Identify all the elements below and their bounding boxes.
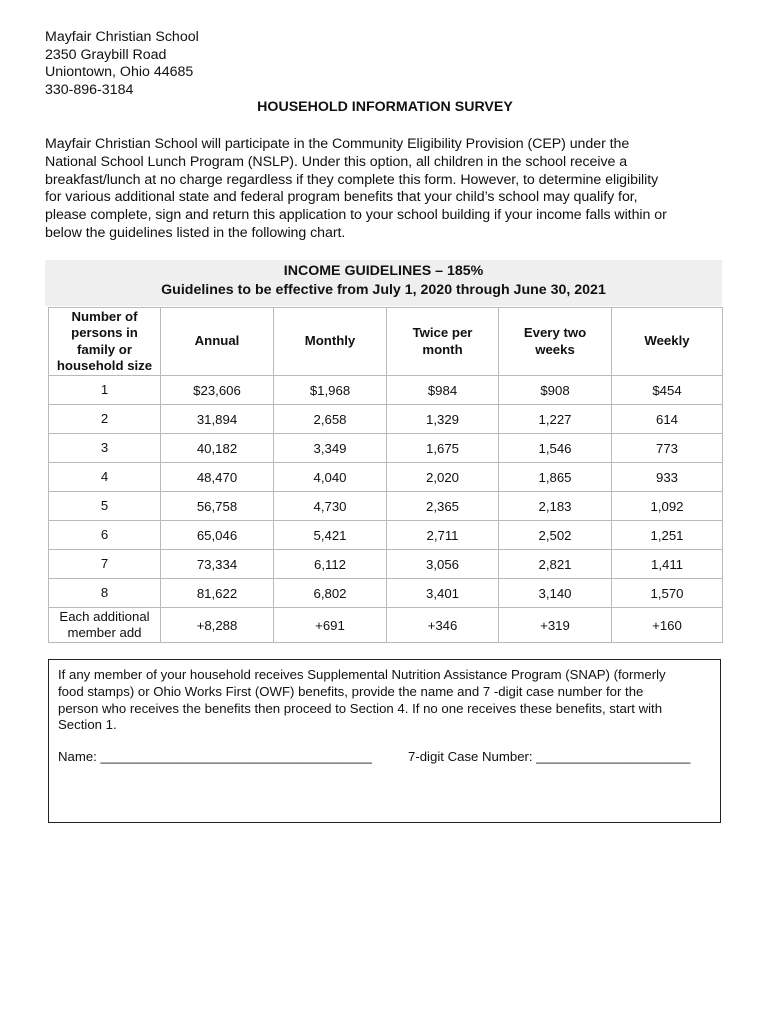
table-cell-household-size (49, 376, 161, 405)
column-header-text: Number of (71, 308, 138, 324)
table-cell-monthly (274, 376, 387, 405)
cell-text: 81,622 (196, 585, 238, 601)
cell-text: 4,730 (313, 498, 347, 514)
column-header-text: Annual (194, 333, 240, 349)
cell-text: $454 (652, 382, 682, 398)
table-row (49, 579, 723, 608)
table-row (49, 434, 723, 463)
table-cell-monthly (274, 463, 387, 492)
table-cell-monthly (274, 550, 387, 579)
table-header-row (49, 308, 723, 376)
column-header-text: Weekly (644, 333, 690, 349)
column-header-twice-per-month (387, 308, 499, 376)
table-row (49, 521, 723, 550)
cell-text: 1,570 (650, 585, 684, 601)
column-header-text: family or (77, 341, 132, 357)
cell-text: Each additional (59, 609, 150, 624)
name-field[interactable]: Name: _____________________________________ (58, 749, 372, 764)
intro-line: Mayfair Christian School will participate in the Community Eligibility Provision (CEP) under the (45, 136, 630, 152)
table-cell-annual (161, 521, 274, 550)
cell-text: 48,470 (196, 469, 238, 485)
cell-text: member add (67, 625, 142, 640)
intro-line: National School Lunch Program (NSLP). Under this option, all children in the school receive a (45, 153, 628, 170)
cell-text: 65,046 (196, 527, 238, 543)
cell-text: +8,288 (196, 617, 238, 633)
cell-text: 31,894 (196, 411, 238, 427)
cell-text: 73,334 (196, 556, 238, 572)
cell-text: 7 (100, 556, 109, 571)
table-row (49, 376, 723, 405)
cell-text: 5,421 (313, 527, 347, 543)
intro-line: for various additional state and federal program benefits that your child’s school may qualify for, (45, 189, 638, 206)
guidelines-header (45, 260, 722, 306)
table-cell-twice-per-month (387, 579, 499, 608)
table-cell-household-size (49, 608, 161, 643)
cell-text: 40,182 (196, 440, 238, 456)
table-cell-weekly (612, 463, 723, 492)
table-cell-monthly (274, 492, 387, 521)
table-cell-every-two-weeks (499, 434, 612, 463)
table-cell-household-size (49, 579, 161, 608)
cell-text: 614 (655, 411, 678, 427)
table-cell-twice-per-month (387, 492, 499, 521)
cell-text: +319 (540, 617, 570, 633)
table-cell-twice-per-month (387, 434, 499, 463)
snap-instructions (58, 667, 713, 734)
column-header-text: Monthly (304, 333, 356, 349)
table-cell-twice-per-month (387, 550, 499, 579)
table-cell-every-two-weeks (499, 492, 612, 521)
column-header-every-two-weeks (499, 308, 612, 376)
cell-text: 2,502 (538, 527, 572, 543)
intro-paragraph (45, 136, 725, 243)
cell-text: 3,140 (538, 585, 572, 601)
table-cell-every-two-weeks (499, 579, 612, 608)
table-cell-monthly (274, 434, 387, 463)
cell-text: 933 (655, 469, 678, 485)
cell-text: $23,606 (193, 382, 241, 398)
income-guidelines-table (48, 307, 723, 643)
table-cell-twice-per-month (387, 376, 499, 405)
table-cell-weekly (612, 492, 723, 521)
cell-text: 3,349 (313, 440, 347, 456)
cell-text: 1,865 (538, 469, 572, 485)
table-cell-weekly (612, 550, 723, 579)
table-cell-twice-per-month (387, 463, 499, 492)
column-header-text: weeks (535, 341, 575, 357)
cell-text: 1,329 (425, 411, 459, 427)
snap-line: food stamps) or Ohio Works First (OWF) benefits, provide the name and 7 -digit case number for the (58, 683, 644, 699)
cell-text: 1,546 (538, 440, 572, 456)
cell-text: 6,802 (313, 585, 347, 601)
table-cell-weekly (612, 405, 723, 434)
cell-text: 6,112 (313, 556, 347, 572)
table-row (49, 608, 723, 643)
table-cell-household-size (49, 550, 161, 579)
table-cell-annual (161, 492, 274, 521)
cell-text: $984 (427, 382, 458, 398)
column-header-text: persons in (71, 325, 138, 340)
cell-text: 773 (655, 440, 678, 456)
table-cell-annual (161, 579, 274, 608)
snap-line: person who receives the benefits then proceed to Section 4. If no one receives these benefits, start with (58, 700, 663, 716)
column-header-text: household size (56, 358, 153, 373)
column-header-text: Twice per (412, 325, 473, 340)
table-cell-household-size (49, 463, 161, 492)
cell-text: 2 (100, 411, 109, 426)
cell-text: +160 (652, 617, 682, 633)
cell-text: 2,658 (313, 411, 347, 427)
cell-text: 4,040 (313, 469, 347, 485)
table-row (49, 492, 723, 521)
table-cell-annual (161, 405, 274, 434)
cell-text: 1,675 (425, 440, 459, 456)
cell-text: 5 (100, 498, 109, 513)
table-cell-monthly (274, 405, 387, 434)
cell-text: 1,251 (650, 527, 684, 543)
table-cell-annual (161, 376, 274, 405)
cell-text: 2,183 (538, 498, 572, 514)
column-header-text: month (422, 341, 463, 357)
snap-line: If any member of your household receives Supplemental Nutrition Assistance Program (SNAP) (formerly (58, 667, 666, 682)
school-street: 2350 Graybill Road (45, 46, 167, 63)
school-address (45, 29, 199, 99)
column-header-annual (161, 308, 274, 376)
cell-text: 1,092 (650, 498, 684, 514)
table-cell-household-size (49, 521, 161, 550)
column-header-weekly (612, 308, 723, 376)
table-cell-every-two-weeks (499, 608, 612, 643)
table-cell-monthly (274, 579, 387, 608)
cell-text: 3,056 (425, 556, 459, 572)
table-cell-household-size (49, 434, 161, 463)
cell-text: 3,401 (425, 585, 459, 601)
table-cell-weekly (612, 434, 723, 463)
snap-section (48, 659, 721, 823)
school-phone: 330-896-3184 (45, 81, 134, 98)
snap-line: Section 1. (58, 717, 117, 733)
cell-text: 6 (100, 527, 109, 542)
cell-text: 2,821 (538, 556, 572, 572)
table-cell-weekly (612, 608, 723, 643)
cell-text: 1,411 (650, 556, 684, 572)
cell-text: $1,968 (309, 382, 351, 398)
table-cell-annual (161, 550, 274, 579)
table-cell-every-two-weeks (499, 463, 612, 492)
cell-text: 1,227 (538, 411, 572, 427)
table-cell-twice-per-month (387, 608, 499, 643)
cell-text: $908 (540, 382, 570, 398)
cell-text: 1 (100, 382, 109, 397)
cell-text: 8 (100, 585, 109, 600)
intro-line: breakfast/lunch at no charge regardless if they complete this form. However, to determine eligibility (45, 171, 659, 188)
table-cell-twice-per-month (387, 405, 499, 434)
guidelines-subtitle: Guidelines to be effective from July 1, 2020 through June 30, 2021 (161, 282, 606, 298)
intro-line: below the guidelines listed in the following chart. (45, 224, 346, 241)
cell-text: 2,711 (426, 527, 459, 543)
table-cell-twice-per-month (387, 521, 499, 550)
cell-text: +691 (315, 617, 345, 633)
table-cell-every-two-weeks (499, 550, 612, 579)
table-cell-household-size (49, 405, 161, 434)
column-header-monthly (274, 308, 387, 376)
intro-line: please complete, sign and return this application to your school building if your income falls within or (45, 207, 667, 224)
table-cell-weekly (612, 579, 723, 608)
table-cell-annual (161, 463, 274, 492)
table-cell-every-two-weeks (499, 405, 612, 434)
table-cell-household-size (49, 492, 161, 521)
table-cell-monthly (274, 608, 387, 643)
cell-text: 56,758 (196, 498, 238, 514)
table-cell-every-two-weeks (499, 521, 612, 550)
column-header-text: Every two (523, 325, 587, 340)
cell-text: 2,020 (425, 469, 459, 485)
table-cell-weekly (612, 521, 723, 550)
cell-text: 2,365 (425, 498, 459, 514)
school-name: Mayfair Christian School (45, 29, 199, 45)
cell-text: 3 (100, 440, 109, 455)
cell-text: 4 (100, 469, 109, 484)
table-cell-annual (161, 608, 274, 643)
table-cell-monthly (274, 521, 387, 550)
column-header-household-size (49, 308, 161, 376)
table-row (49, 463, 723, 492)
case-number-field[interactable]: 7-digit Case Number: _____________________ (408, 749, 691, 764)
table-row (49, 405, 723, 434)
table-cell-annual (161, 434, 274, 463)
school-city: Uniontown, Ohio 44685 (45, 64, 194, 80)
guidelines-title: INCOME GUIDELINES – 185% (283, 263, 484, 279)
table-cell-every-two-weeks (499, 376, 612, 405)
cell-text: +346 (427, 617, 458, 633)
page-title: HOUSEHOLD INFORMATION SURVEY (257, 99, 513, 115)
table-row (49, 550, 723, 579)
table-cell-weekly (612, 376, 723, 405)
